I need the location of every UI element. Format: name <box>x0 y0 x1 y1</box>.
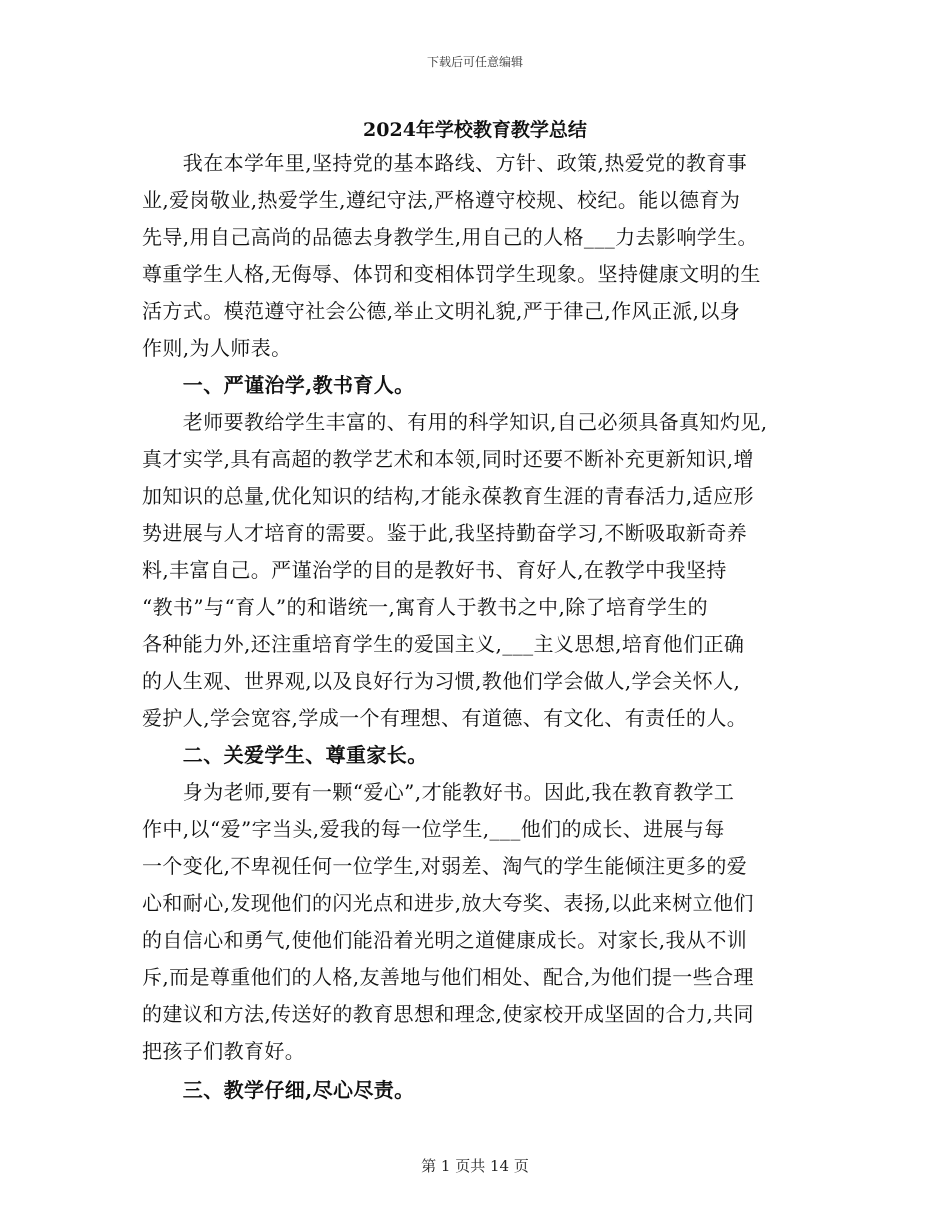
body-line: 真才实学,具有高超的教学艺术和本领,同时还要不断补充更新知识,增 <box>142 447 754 471</box>
body-line: 一个变化,不卑视任何一位学生,对弱差、淘气的学生能倾注更多的爱 <box>142 854 748 878</box>
body-line: 老师要教给学生丰富的、有用的科学知识,自己必须具备真知灼见, <box>142 410 768 434</box>
body-line: 身为老师,要有一颗“爱心”,才能教好书。因此,我在教育教学工 <box>142 780 735 804</box>
body-line: 斥,而是尊重他们的人格,友善地与他们相处、配合,为他们提一些合理 <box>142 965 754 989</box>
body-line: 各种能力外,还注重培育学生的爱国主义,___主义思想,培育他们正确 <box>142 632 745 656</box>
document-title: 2024年学校教育教学总结 <box>363 119 587 141</box>
body-line: 加知识的总量,优化知识的结构,才能永葆教育生涯的青春活力,适应形 <box>142 484 754 508</box>
section-heading-2: 二、关爱学生、尊重家长。 <box>142 743 428 767</box>
body-line: 的自信心和勇气,使他们能沿着光明之道健康成长。对家长,我从不训 <box>142 928 748 952</box>
section-heading-1: 一、严谨治学,教书育人。 <box>142 373 415 397</box>
body-line: 先导,用自己高尚的品德去身教学生,用自己的人格___力去影响学生。 <box>142 225 758 249</box>
body-line: 作则,为人师表。 <box>142 336 292 360</box>
header-note: 下载后可任意编辑 <box>426 55 523 69</box>
body-line: 心和耐心,发现他们的闪光点和进步,放大夸奖、表扬,以此来树立他们 <box>142 891 754 915</box>
body-line: 的人生观、世界观,以及良好行为习惯,教他们学会做人,学会关怀人, <box>142 669 741 693</box>
body-line: 料,丰富自己。严谨治学的目的是教好书、育好人,在教学中我坚持 <box>142 558 727 582</box>
body-line: “教书”与“育人”的和谐统一,寓育人于教书之中,除了培育学生的 <box>142 595 709 619</box>
body-line: 我在本学年里,坚持党的基本路线、方针、政策,热爱党的教育事 <box>142 151 748 175</box>
section-heading-3: 三、教学仔细,尽心尽责。 <box>142 1078 415 1102</box>
body-line: 爱护人,学会宽容,学成一个有理想、有道德、有文化、有责任的人。 <box>142 706 748 730</box>
body-line: 活方式。模范遵守社会公德,举止文明礼貌,严于律己,作风正派,以身 <box>142 299 741 323</box>
body-line: 作中,以“爱”字当头,爱我的每一位学生,___他们的成长、进展与每 <box>142 817 725 841</box>
body-line: 势进展与人才培育的需要。鉴于此,我坚持勤奋学习,不断吸取新奇养 <box>142 521 748 545</box>
body-line: 尊重学生人格,无侮辱、体罚和变相体罚学生现象。坚持健康文明的生 <box>142 262 761 286</box>
body-line: 业,爱岗敬业,热爱学生,遵纪守法,严格遵守校规、校纪。能以德育为 <box>142 188 741 212</box>
page-number: 第 1 页共 14 页 <box>421 1157 529 1175</box>
body-line: 把孩子们教育好。 <box>142 1039 306 1063</box>
body-line: 的建议和方法,传送好的教育思想和理念,使家校开成坚固的合力,共同 <box>142 1002 754 1026</box>
